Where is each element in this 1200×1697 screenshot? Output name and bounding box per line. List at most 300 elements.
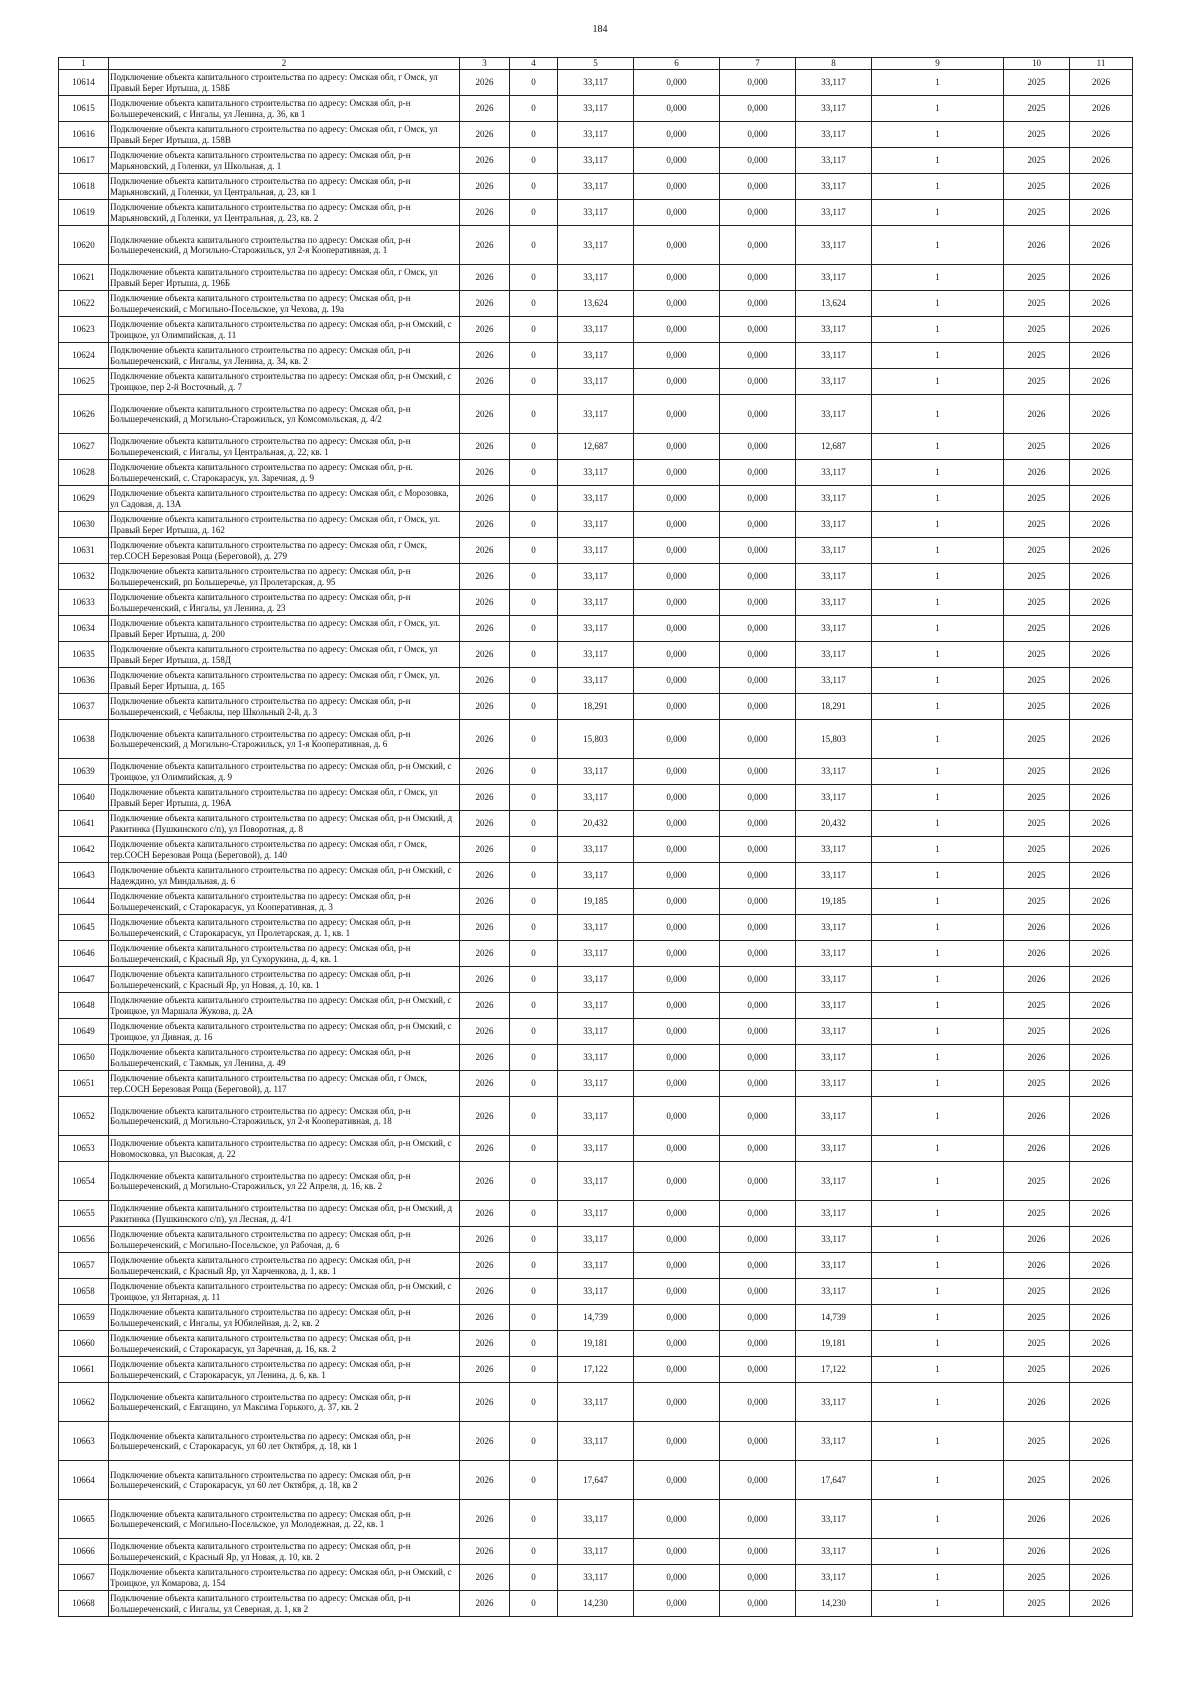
object-description: Подключение объекта капитального строительства по адресу: Омская обл, р-н Большереченский, с Старокарасук, ул Заречная, д. 16, кв. 2 [109,1331,460,1357]
start-year: 2026 [1004,941,1070,967]
end-year: 2026 [1070,434,1133,460]
col-9-value: 1 [872,512,1004,538]
end-year: 2026 [1070,70,1133,96]
col-7-value: 0,000 [720,1461,796,1500]
col-9-value: 1 [872,1357,1004,1383]
table-row [59,174,1133,200]
table-row [59,148,1133,174]
col-5-value: 12,687 [558,434,634,460]
col-7-value: 0,000 [720,1227,796,1253]
col-8-value: 19,181 [796,1331,872,1357]
col-header-3: 3 [460,58,510,70]
col-4-value: 0 [510,369,558,395]
start-year: 2025 [1004,70,1070,96]
start-year: 2026 [1004,395,1070,434]
col-4-value: 0 [510,616,558,642]
table-row [59,694,1133,720]
row-number: 10650 [59,1045,109,1071]
start-year: 2025 [1004,1162,1070,1201]
row-number: 10624 [59,343,109,369]
col-7-value: 0,000 [720,1591,796,1617]
col-8-value: 33,117 [796,1422,872,1461]
col-6-value: 0,000 [634,1279,720,1305]
col-8-value: 33,117 [796,1201,872,1227]
table-row [59,720,1133,759]
object-description: Подключение объекта капитального строительства по адресу: Омская обл, р-н Омский, с Троицкое, пер 2-й Восточный, д. 7 [109,369,460,395]
table-row [59,1565,1133,1591]
row-number: 10618 [59,174,109,200]
object-description: Подключение объекта капитального строительства по адресу: Омская обл, р-н Большереченский, д Могильно-Старожильск, ул 1-я Кооперативная, д. 6 [109,720,460,759]
col-9-value: 1 [872,993,1004,1019]
row-number: 10644 [59,889,109,915]
col-5-value: 33,117 [558,1136,634,1162]
col-4-value: 0 [510,148,558,174]
start-year: 2025 [1004,1201,1070,1227]
row-number: 10642 [59,837,109,863]
row-number: 10623 [59,317,109,343]
year: 2026 [460,1305,510,1331]
col-header-11: 11 [1070,58,1133,70]
col-4-value: 0 [510,720,558,759]
col-8-value: 33,117 [796,200,872,226]
start-year: 2026 [1004,1097,1070,1136]
row-number: 10614 [59,70,109,96]
table-row [59,122,1133,148]
year: 2026 [460,1461,510,1500]
col-8-value: 33,117 [796,1136,872,1162]
col-5-value: 33,117 [558,863,634,889]
year: 2026 [460,1500,510,1539]
object-description: Подключение объекта капитального строительства по адресу: Омская обл, г Омск, тер.СОСН Березовая Роща (Береговой), д. 279 [109,538,460,564]
object-description: Подключение объекта капитального строительства по адресу: Омская обл, р-н Омский, с Троицкое, ул Олимпийская, д. 11 [109,317,460,343]
col-7-value: 0,000 [720,70,796,96]
col-5-value: 33,117 [558,915,634,941]
col-4-value: 0 [510,1422,558,1461]
end-year: 2026 [1070,1162,1133,1201]
object-description: Подключение объекта капитального строительства по адресу: Омская обл, р-н Большереченский, с Ингалы, ул Ленина, д. 23 [109,590,460,616]
col-8-value: 33,117 [796,1097,872,1136]
col-9-value: 1 [872,564,1004,590]
col-7-value: 0,000 [720,1136,796,1162]
table-row [59,590,1133,616]
col-8-value: 33,117 [796,837,872,863]
col-5-value: 33,117 [558,993,634,1019]
year: 2026 [460,395,510,434]
year: 2026 [460,720,510,759]
end-year: 2026 [1070,811,1133,837]
start-year: 2025 [1004,369,1070,395]
object-description: Подключение объекта капитального строительства по адресу: Омская обл, р-н Большереченский, с Такмык, ул Ленина, д. 49 [109,1045,460,1071]
col-5-value: 33,117 [558,512,634,538]
col-4-value: 0 [510,915,558,941]
end-year: 2026 [1070,96,1133,122]
start-year: 2025 [1004,1422,1070,1461]
end-year: 2026 [1070,122,1133,148]
col-7-value: 0,000 [720,1162,796,1201]
row-number: 10617 [59,148,109,174]
row-number: 10621 [59,265,109,291]
col-8-value: 33,117 [796,616,872,642]
col-7-value: 0,000 [720,642,796,668]
end-year: 2026 [1070,343,1133,369]
col-5-value: 33,117 [558,317,634,343]
row-number: 10638 [59,720,109,759]
col-4-value: 0 [510,70,558,96]
col-8-value: 33,117 [796,1539,872,1565]
col-5-value: 33,117 [558,941,634,967]
year: 2026 [460,1227,510,1253]
end-year: 2026 [1070,369,1133,395]
col-7-value: 0,000 [720,1331,796,1357]
end-year: 2026 [1070,720,1133,759]
year: 2026 [460,1565,510,1591]
col-8-value: 12,687 [796,434,872,460]
col-6-value: 0,000 [634,512,720,538]
col-4-value: 0 [510,486,558,512]
table-row [59,395,1133,434]
col-8-value: 19,185 [796,889,872,915]
object-description: Подключение объекта капитального строительства по адресу: Омская обл, р-н Марьяновский, д Голенки, ул Центральная, д. 23, кв 1 [109,174,460,200]
col-8-value: 33,117 [796,1253,872,1279]
start-year: 2026 [1004,1383,1070,1422]
col-4-value: 0 [510,1357,558,1383]
start-year: 2025 [1004,616,1070,642]
object-description: Подключение объекта капитального строительства по адресу: Омская обл, р-н Большереченский, д Могильно-Старожильск, ул 2-я Кооперативная, д. 1 [109,226,460,265]
start-year: 2025 [1004,486,1070,512]
table-row [59,317,1133,343]
col-8-value: 33,117 [796,96,872,122]
end-year: 2026 [1070,1383,1133,1422]
year: 2026 [460,369,510,395]
col-6-value: 0,000 [634,1019,720,1045]
end-year: 2026 [1070,941,1133,967]
object-description: Подключение объекта капитального строительства по адресу: Омская обл, г Омск, тер.СОСН Березовая Роща (Береговой), д. 140 [109,837,460,863]
col-6-value: 0,000 [634,863,720,889]
col-9-value: 1 [872,200,1004,226]
year: 2026 [460,1045,510,1071]
row-number: 10616 [59,122,109,148]
page-number: 184 [592,24,608,35]
col-7-value: 0,000 [720,1201,796,1227]
object-description: Подключение объекта капитального строительства по адресу: Омская обл, р-н Большереченский, с Ингалы, ул Центральная, д. 22, кв. 1 [109,434,460,460]
row-number: 10646 [59,941,109,967]
col-5-value: 14,739 [558,1305,634,1331]
col-header-9: 9 [872,58,1004,70]
row-number: 10655 [59,1201,109,1227]
col-5-value: 33,117 [558,1162,634,1201]
table-row [59,1305,1133,1331]
end-year: 2026 [1070,993,1133,1019]
col-6-value: 0,000 [634,642,720,668]
row-number: 10627 [59,434,109,460]
col-7-value: 0,000 [720,369,796,395]
col-5-value: 19,185 [558,889,634,915]
col-7-value: 0,000 [720,122,796,148]
col-6-value: 0,000 [634,1565,720,1591]
col-8-value: 33,117 [796,148,872,174]
col-8-value: 33,117 [796,590,872,616]
col-9-value: 1 [872,1045,1004,1071]
year: 2026 [460,1331,510,1357]
col-6-value: 0,000 [634,564,720,590]
col-5-value: 33,117 [558,1383,634,1422]
col-4-value: 0 [510,941,558,967]
object-description: Подключение объекта капитального строительства по адресу: Омская обл, г Омск, ул. Правый Берег Иртыша, д. 200 [109,616,460,642]
col-8-value: 33,117 [796,174,872,200]
col-9-value: 1 [872,174,1004,200]
col-7-value: 0,000 [720,694,796,720]
row-number: 10635 [59,642,109,668]
col-9-value: 1 [872,291,1004,317]
start-year: 2025 [1004,642,1070,668]
col-6-value: 0,000 [634,993,720,1019]
end-year: 2026 [1070,1279,1133,1305]
end-year: 2026 [1070,1357,1133,1383]
col-5-value: 33,117 [558,1253,634,1279]
col-7-value: 0,000 [720,785,796,811]
year: 2026 [460,1383,510,1422]
table-row [59,1162,1133,1201]
col-6-value: 0,000 [634,941,720,967]
year: 2026 [460,291,510,317]
col-7-value: 0,000 [720,720,796,759]
start-year: 2025 [1004,1279,1070,1305]
start-year: 2025 [1004,759,1070,785]
row-number: 10652 [59,1097,109,1136]
col-4-value: 0 [510,1162,558,1201]
col-5-value: 33,117 [558,1279,634,1305]
col-8-value: 33,117 [796,122,872,148]
col-7-value: 0,000 [720,1422,796,1461]
col-4-value: 0 [510,265,558,291]
table-row [59,1279,1133,1305]
table-row [59,1097,1133,1136]
table-row [59,1331,1133,1357]
col-6-value: 0,000 [634,434,720,460]
col-5-value: 33,117 [558,1539,634,1565]
col-6-value: 0,000 [634,1539,720,1565]
col-4-value: 0 [510,343,558,369]
col-8-value: 15,803 [796,720,872,759]
end-year: 2026 [1070,1565,1133,1591]
object-description: Подключение объекта капитального строительства по адресу: Омская обл, р-н Большереченский, с Красный Яр, ул Сухорукина, д. 4, кв. 1 [109,941,460,967]
year: 2026 [460,1097,510,1136]
col-6-value: 0,000 [634,291,720,317]
col-5-value: 33,117 [558,1201,634,1227]
row-number: 10654 [59,1162,109,1201]
table-row [59,863,1133,889]
end-year: 2026 [1070,915,1133,941]
col-8-value: 33,117 [796,395,872,434]
year: 2026 [460,863,510,889]
col-7-value: 0,000 [720,993,796,1019]
col-8-value: 33,117 [796,1383,872,1422]
object-description: Подключение объекта капитального строительства по адресу: Омская обл, с Морозовка, ул Садовая, д. 13А [109,486,460,512]
end-year: 2026 [1070,174,1133,200]
end-year: 2026 [1070,1227,1133,1253]
col-6-value: 0,000 [634,1071,720,1097]
start-year: 2026 [1004,1227,1070,1253]
col-4-value: 0 [510,1279,558,1305]
start-year: 2025 [1004,889,1070,915]
start-year: 2025 [1004,564,1070,590]
end-year: 2026 [1070,837,1133,863]
object-description: Подключение объекта капитального строительства по адресу: Омская обл, р-н Большереченский, с Старокарасук, ул Кооперативная, д. 3 [109,889,460,915]
object-description: Подключение объекта капитального строительства по адресу: Омская обл, р-н Большереченский, с Могильно-Посельское, ул Чехова, д. 19а [109,291,460,317]
col-9-value: 1 [872,460,1004,486]
year: 2026 [460,343,510,369]
object-description: Подключение объекта капитального строительства по адресу: Омская обл, р-н Большереченский, с Ингалы, ул Северная, д. 1, кв 2 [109,1591,460,1617]
row-number: 10667 [59,1565,109,1591]
col-6-value: 0,000 [634,1201,720,1227]
col-4-value: 0 [510,1539,558,1565]
row-number: 10656 [59,1227,109,1253]
col-7-value: 0,000 [720,837,796,863]
col-5-value: 33,117 [558,70,634,96]
start-year: 2025 [1004,1305,1070,1331]
table-row [59,1071,1133,1097]
year: 2026 [460,967,510,993]
col-6-value: 0,000 [634,1591,720,1617]
col-9-value: 1 [872,1253,1004,1279]
start-year: 2025 [1004,668,1070,694]
table-row [59,512,1133,538]
col-5-value: 33,117 [558,96,634,122]
col-5-value: 33,117 [558,200,634,226]
col-4-value: 0 [510,226,558,265]
col-7-value: 0,000 [720,967,796,993]
end-year: 2026 [1070,1201,1133,1227]
col-7-value: 0,000 [720,564,796,590]
object-description: Подключение объекта капитального строительства по адресу: Омская обл, р-н Омский, д Ракитинка (Пушкинского с/п), ул Лесная, д. 4/1 [109,1201,460,1227]
row-number: 10622 [59,291,109,317]
col-4-value: 0 [510,1071,558,1097]
row-number: 10641 [59,811,109,837]
col-4-value: 0 [510,993,558,1019]
start-year: 2025 [1004,291,1070,317]
end-year: 2026 [1070,564,1133,590]
col-8-value: 20,432 [796,811,872,837]
col-4-value: 0 [510,1500,558,1539]
row-number: 10662 [59,1383,109,1422]
object-description: Подключение объекта капитального строительства по адресу: Омская обл, р-н Большереченский, с Красный Яр, ул Новая, д. 10, кв. 1 [109,967,460,993]
row-number: 10657 [59,1253,109,1279]
col-header-2: 2 [109,58,460,70]
col-header-6: 6 [634,58,720,70]
col-9-value: 1 [872,941,1004,967]
col-4-value: 0 [510,564,558,590]
start-year: 2026 [1004,460,1070,486]
year: 2026 [460,590,510,616]
row-number: 10643 [59,863,109,889]
col-9-value: 1 [872,395,1004,434]
year: 2026 [460,538,510,564]
col-5-value: 33,117 [558,343,634,369]
col-9-value: 1 [872,1201,1004,1227]
start-year: 2025 [1004,993,1070,1019]
col-5-value: 15,803 [558,720,634,759]
col-8-value: 18,291 [796,694,872,720]
table-row [59,343,1133,369]
col-9-value: 1 [872,538,1004,564]
col-5-value: 33,117 [558,564,634,590]
year: 2026 [460,694,510,720]
object-description: Подключение объекта капитального строительства по адресу: Омская обл, р-н Большереченский, с Могильно-Посельское, ул Молодежная, д. 22, кв. 1 [109,1500,460,1539]
header-row [59,58,1133,70]
col-8-value: 33,117 [796,863,872,889]
col-9-value: 1 [872,785,1004,811]
col-4-value: 0 [510,967,558,993]
end-year: 2026 [1070,759,1133,785]
col-5-value: 33,117 [558,1422,634,1461]
end-year: 2026 [1070,1500,1133,1539]
start-year: 2025 [1004,1461,1070,1500]
year: 2026 [460,993,510,1019]
object-description: Подключение объекта капитального строительства по адресу: Омская обл, р-н Омский, с Надеждино, ул Миндальная, д. 6 [109,863,460,889]
table-row [59,70,1133,96]
start-year: 2025 [1004,1071,1070,1097]
col-9-value: 1 [872,668,1004,694]
col-4-value: 0 [510,460,558,486]
year: 2026 [460,70,510,96]
object-description: Подключение объекта капитального строительства по адресу: Омская обл, г Омск, ул Правый Берег Иртыша, д. 196Б [109,265,460,291]
year: 2026 [460,317,510,343]
year: 2026 [460,512,510,538]
col-8-value: 33,117 [796,343,872,369]
table-row [59,564,1133,590]
year: 2026 [460,915,510,941]
col-6-value: 0,000 [634,759,720,785]
object-description: Подключение объекта капитального строительства по адресу: Омская обл, р-н Большереченский, д Могильно-Старожильск, ул 2-я Кооперативная, д. 18 [109,1097,460,1136]
col-9-value: 1 [872,1591,1004,1617]
object-description: Подключение объекта капитального строительства по адресу: Омская обл, г Омск, тер.СОСН Березовая Роща (Береговой), д. 117 [109,1071,460,1097]
col-4-value: 0 [510,1383,558,1422]
table-row [59,200,1133,226]
object-description: Подключение объекта капитального строительства по адресу: Омская обл, р-н Омский, с Троицкое, ул Маршала Жукова, д. 2А [109,993,460,1019]
col-5-value: 33,117 [558,642,634,668]
col-5-value: 19,181 [558,1331,634,1357]
col-8-value: 33,117 [796,538,872,564]
col-header-5: 5 [558,58,634,70]
col-7-value: 0,000 [720,226,796,265]
col-4-value: 0 [510,1045,558,1071]
year: 2026 [460,1071,510,1097]
col-9-value: 1 [872,1500,1004,1539]
col-7-value: 0,000 [720,434,796,460]
col-4-value: 0 [510,200,558,226]
row-number: 10628 [59,460,109,486]
col-7-value: 0,000 [720,460,796,486]
col-4-value: 0 [510,863,558,889]
col-8-value: 17,122 [796,1357,872,1383]
col-9-value: 1 [872,96,1004,122]
end-year: 2026 [1070,616,1133,642]
table-row [59,811,1133,837]
end-year: 2026 [1070,486,1133,512]
col-8-value: 33,117 [796,1071,872,1097]
start-year: 2025 [1004,122,1070,148]
start-year: 2025 [1004,694,1070,720]
col-9-value: 1 [872,1331,1004,1357]
col-7-value: 0,000 [720,616,796,642]
col-8-value: 17,647 [796,1461,872,1500]
table-row [59,759,1133,785]
col-header-8: 8 [796,58,872,70]
col-9-value: 1 [872,265,1004,291]
start-year: 2025 [1004,785,1070,811]
col-4-value: 0 [510,785,558,811]
year: 2026 [460,1591,510,1617]
